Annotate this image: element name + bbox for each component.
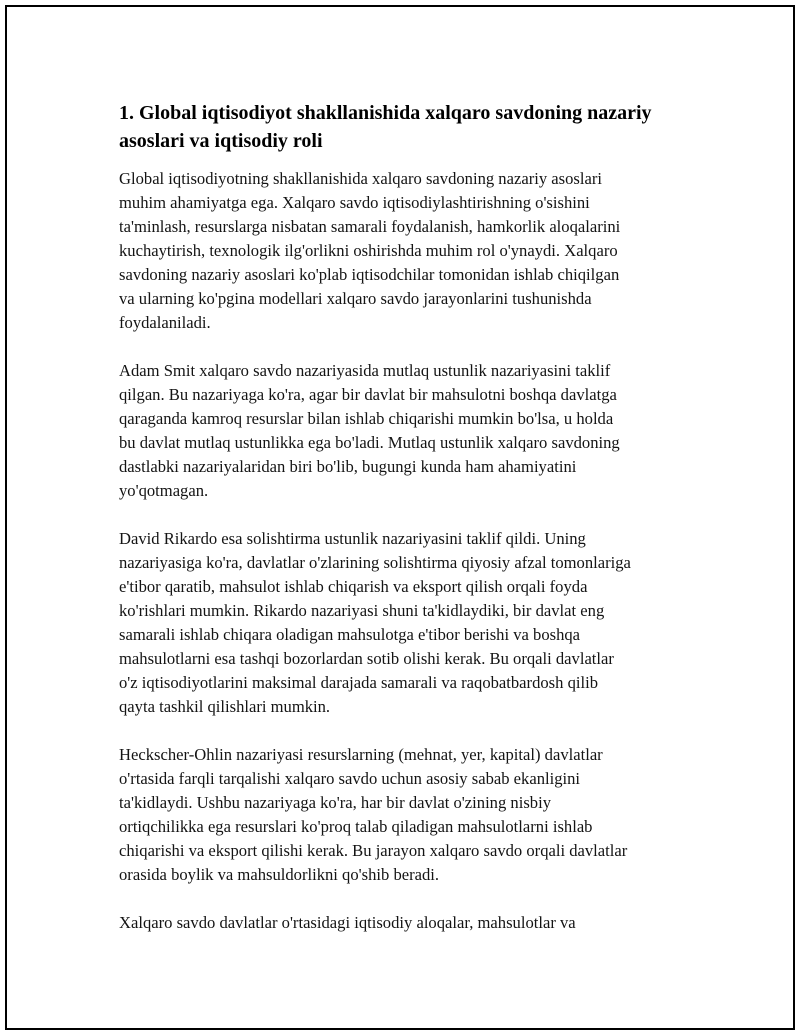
text-line: savdoning nazariy asoslari ko'plab iqtisodchilar tomonidan ishlab chiqilgan: [119, 265, 620, 284]
text-line: Xalqaro savdo davlatlar o'rtasidagi iqtisodiy aloqalar, mahsulotlar va: [119, 913, 576, 932]
text-line: Global iqtisodiyotning shakllanishida xalqaro savdoning nazariy asoslari: [119, 169, 602, 188]
text-line: muhim ahamiyatga ega. Xalqaro savdo iqtisodiylashtirishning o'sishini: [119, 193, 590, 212]
text-line: kuchaytirish, texnologik ilg'orlikni oshirishda muhim rol o'ynaydi. Xalqaro: [119, 241, 618, 260]
text-line: chiqarishi va eksport qilishi kerak. Bu jarayon xalqaro savdo orqali davlatlar: [119, 841, 628, 860]
text-line: va ularning ko'pgina modellari xalqaro savdo jarayonlarini tushunishda: [119, 289, 592, 308]
text-line: ortiqchilikka ega resurslari ko'proq talab qiladigan mahsulotlarni ishlab: [119, 817, 593, 836]
text-line: qayta tashkil qilishlari mumkin.: [119, 697, 331, 716]
document-body: [119, 99, 699, 959]
heading-line: 1. Global iqtisodiyot shakllanishida xalqaro savdoning nazariy: [119, 102, 652, 124]
text-line: ta'kidlaydi. Ushbu nazariyaga ko'ra, har bir davlat o'zining nisbiy: [119, 793, 551, 812]
text-line: ko'rishlari mumkin. Rikardo nazariyasi shuni ta'kidlaydiki, bir davlat eng: [119, 601, 605, 620]
text-line: foydalaniladi.: [119, 313, 211, 332]
section-heading: [119, 99, 699, 155]
text-line: dastlabki nazariyalaridan biri bo'lib, bugungi kunda ham ahamiyatini: [119, 457, 577, 476]
text-line: o'z iqtisodiyotlarini maksimal darajada samarali va raqobatbardosh qilib: [119, 673, 598, 692]
text-line: e'tibor qaratib, mahsulot ishlab chiqarish va eksport qilish orqali foyda: [119, 577, 588, 596]
paragraph-international-trade: [119, 911, 699, 935]
paragraph-adam-smith: [119, 359, 699, 503]
text-line: ta'minlash, resurslarga nisbatan samarali foydalanish, hamkorlik aloqalarini: [119, 217, 621, 236]
text-line: orasida boylik va mahsuldorlikni qo'shib beradi.: [119, 865, 440, 884]
text-line: o'rtasida farqli tarqalishi xalqaro savdo uchun asosiy sabab ekanligini: [119, 769, 581, 788]
text-line: Adam Smit xalqaro savdo nazariyasida mutlaq ustunlik nazariyasini taklif: [119, 361, 611, 380]
text-line: David Rikardo esa solishtirma ustunlik nazariyasini taklif qildi. Uning: [119, 529, 586, 548]
text-line: mahsulotlarni esa tashqi bozorlardan sotib olishi kerak. Bu orqali davlatlar: [119, 649, 614, 668]
text-line: samarali ishlab chiqara oladigan mahsulotga e'tibor berishi va boshqa: [119, 625, 581, 644]
paragraph-ricardo: [119, 527, 699, 719]
paragraph-global-economy: [119, 167, 699, 335]
text-line: qaraganda kamroq resurslar bilan ishlab chiqarishi mumkin bo'lsa, u holda: [119, 409, 614, 428]
paragraph-heckscher-ohlin: [119, 743, 699, 887]
text-line: bu davlat mutlaq ustunlikka ega bo'ladi. Mutlaq ustunlik xalqaro savdoning: [119, 433, 620, 452]
text-line: nazariyasiga ko'ra, davlatlar o'zlarining solishtirma qiyosiy afzal tomonlariga: [119, 553, 631, 572]
heading-line: asoslari va iqtisodiy roli: [119, 130, 323, 152]
text-line: qilgan. Bu nazariyaga ko'ra, agar bir davlat bir mahsulotni boshqa davlatga: [119, 385, 617, 404]
page-frame: [5, 5, 795, 1030]
text-line: Heckscher-Ohlin nazariyasi resurslarning (mehnat, yer, kapital) davlatlar: [119, 745, 603, 764]
text-line: yo'qotmagan.: [119, 481, 209, 500]
